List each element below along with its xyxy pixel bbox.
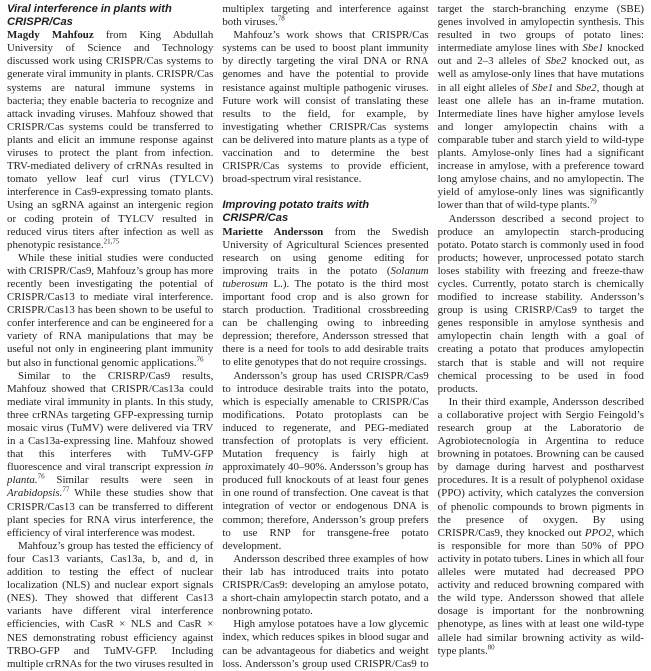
italic-term: Sbe1 bbox=[532, 81, 554, 94]
paragraph bbox=[438, 396, 644, 658]
text-run: While these studies show that CRISPR/Cas13 can be transferred to different plant species for RNA virus interference, the efficiency of viral interference was modest. bbox=[7, 487, 214, 539]
italic-term: Sbe1 bbox=[582, 42, 604, 55]
text-run: Andersson’s group has used CRISPR/Cas9 to introduce desirable traits into the potato, which is especially amenable to CRISPR/Cas modifications. Potato protoplasts can be induced to regenerate, and PEG-mediated transfection of protoplats is very efficient. Mutation frequency is fairly high at approximately 40–90%. Andersson’s group has produced full knockouts of at least four genes in one round of transfection. One caveat is that integration of vector or endogenous DNA is common; therefore, Andersson’s group prefers to use RNP for transgene-free potato development. bbox=[222, 369, 429, 552]
italic-term: PPO2 bbox=[584, 526, 612, 539]
text-run: Similar to the CRISRP/Cas9 results, Mahfouz showed that CRISPR/Cas13a could mediate viral immunity in plants. In this study, three crRNAs targeting GFP-expressing turnip mosaic virus (TuMV) were delivered via TRV in a Cas13a-expressing line. Mahfouz showed that this interferes with TuMV-GFP fluorescence and viral transcript expression bbox=[7, 369, 214, 474]
text-run: While these initial studies were conducted with CRISPR/Cas9, Mahfouz’s group has more recently been investigating the potential of CRISPR/Cas13 to mediate viral interference. CRISPR/Cas13 has been shown to be useful to confer interference and can be engineered for a variety of RNA manipulations that may be useful not only in engineering plant immunity but also in functional genomic applications. bbox=[7, 251, 214, 369]
citation-ref: 21,75 bbox=[103, 237, 120, 246]
text-run: , which is responsible for more than 50% of PPO activity in potato tubers. Lines in which all four alleles were mutated had decreased PPO activity and reduced browning compared with the wild type. Andersson showed that allele dosage is important for the nonbrowning phenotype, as lines with at least one wild-type allele had similar browning activity as wild-type plants. bbox=[437, 526, 644, 657]
citation-ref: 80 bbox=[487, 642, 495, 651]
citation-ref: 76 bbox=[37, 472, 45, 481]
italic-term: in planta. bbox=[7, 461, 214, 487]
author-name: Mariette Andersson bbox=[222, 225, 324, 238]
italic-term: Sbe2 bbox=[545, 55, 567, 68]
text-run: from the Swedish University of Agricultural Sciences presented research on using genome editing for improving traits in the potato ( bbox=[222, 225, 429, 277]
citation-ref: 77 bbox=[62, 485, 70, 494]
text-run: L.). The potato is the third most important food crop and is also grown for starch production. Traditional crossbreeding can be challenging owing to inbreeding depression; therefore, Andersson stressed that there is a need for tools to add desirable traits to elite genotypes that do not require crossings. bbox=[222, 277, 429, 369]
text-run: Mahfouz’s group has tested the efficiency of four Cas13 variants, Cas13a, b, and d, in addition to testing the effect of nuclear localization (NLS) and nuclear export signals (NES). They showed that different Cas13 variants have different viral interference efficiencies, with CasR × NLS and CasR × NES demonstrating robust efficiency against TRBO-GFP and TuMV-GFP. Including multiple crRNAs for the two viruses resulted in multiplex targeting and interference against both viruses. bbox=[7, 3, 429, 670]
italic-term: Sbe2 bbox=[575, 81, 597, 94]
text-run: knocked out and 2–3 alleles of bbox=[437, 42, 644, 68]
paragraph bbox=[7, 370, 213, 540]
section-heading: Improving potato traits with CRISPR/Cas bbox=[222, 199, 370, 225]
text-run: Mahfouz’s work shows that CRISPR/Cas systems can be used to boost plant immunity by directly targeting the viral DNA or RNA genomes and have the potential to provide resistance against multiple pathogenic viruses. Future work will consist of translating these results to the field, for example, by investigating whether CRISPR/Cas systems can be delivered into mature plants as a type of vaccination and to determine the best CRISPR/Cas systems to provide efficient, broad-spectrum viral resistance. bbox=[222, 29, 429, 186]
paragraph bbox=[222, 29, 428, 186]
text-run: In their third example, Andersson described a collaborative project with Sergio Feingold’s research group at the Laboratorio de Agrobiotecnología in Argentina to reduce browning in potatoes. Browning can be caused by damage during harvest and postharvest procedures. It is a result of polyphenol oxidase (PPO) activity, which catalyzes the conversion of phenolic compounds to brown pigments in the presence of oxygen. By using CRISPR/Cas9, they knocked out bbox=[437, 395, 644, 539]
text-run: Andersson described a second project to produce an amylopectin starch-producing potato. Potato starch is commonly used in food products; however, unprocessed potato starch loses stability with freezing and freeze-thaw cycles. Currently, potato starch is chemically modified to increase stability. Andersson’s group is using CRISRP/Cas9 to target the genes responsible in amylose synthesis and amylopectin chain length with a goal of creating a potato that produces amylopectin starch that is stable and will not require chemical processing to be used in food products. bbox=[437, 212, 644, 395]
paragraph bbox=[438, 213, 644, 396]
citation-ref: 78 bbox=[277, 14, 285, 23]
text-run: Andersson described three examples of how their lab has introduced traits into potato CRISPR/Cas9: developing an amylose potato, a short-chain amylopectin starch potato, and a nonbrowning potato. bbox=[222, 552, 429, 618]
italic-term: Arabidopsis. bbox=[7, 487, 63, 500]
article-body bbox=[7, 3, 644, 671]
text-run: , though at least one allele has an in-frame mutation. Intermediate lines have higher amylose levels and longer amylopectin chains with a comparable tuber and starch yield to wild-type plants. Amylose-only lines had a significant increase in amylose, with a preference toward long amylose chains, and no amylopectin. The yield of amylose-only lines was significantly lower than that of wild-type plants. bbox=[437, 81, 644, 212]
text-run: High amylose potatoes have a low glycemic index, which reduces spikes in blood sugar and can be advantageous for diabetics and weight loss. Andersson’s group used CRISPR/Cas9 to target the starch-branching enzyme (SBE) genes involved in amylopectin synthesis. This resulted in two groups of potato lines: intermediate amylose lines with bbox=[222, 3, 644, 670]
paragraph bbox=[7, 252, 213, 370]
italic-term: Solanum tuberosum bbox=[222, 264, 429, 290]
section-heading: Viral interference in plants with CRISPR/Cas bbox=[7, 3, 172, 29]
text-run: knocked out, as well as amylose-only lines that have mutations in all eight alleles of bbox=[437, 55, 644, 94]
paragraph bbox=[222, 226, 428, 370]
text-run: Similar results were seen in bbox=[44, 474, 214, 487]
paragraph bbox=[222, 370, 428, 553]
author-name: Magdy Mahfouz bbox=[7, 29, 94, 42]
text-run: from King Abdullah University of Science and Technology discussed work using CRISPR/Cas systems to generate viral immunity in plants. CRISPR/Cas systems are natural immune systems in bacteria; they enable bacteria to recognize and attack invading viruses. Mahfouz showed that CRISPR/Cas systems could be transferred to plants and elicit an immune response against viruses to protect the plant from infection. TRV-mediated delivery of crRNAs resulted in tomato yellow leaf curl virus (TYLCV) interference in Cas9-expressing tomato plants. Using an sgRNA against an intergenic region or coding protein of TYLCV resulted in reduced virus titers after infection as well as phenotypic resistance. bbox=[7, 29, 214, 251]
paragraph bbox=[222, 553, 428, 618]
citation-ref: 79 bbox=[589, 197, 597, 206]
paragraph bbox=[7, 29, 213, 252]
text-run: and bbox=[553, 81, 576, 94]
citation-ref: 76 bbox=[196, 354, 204, 363]
